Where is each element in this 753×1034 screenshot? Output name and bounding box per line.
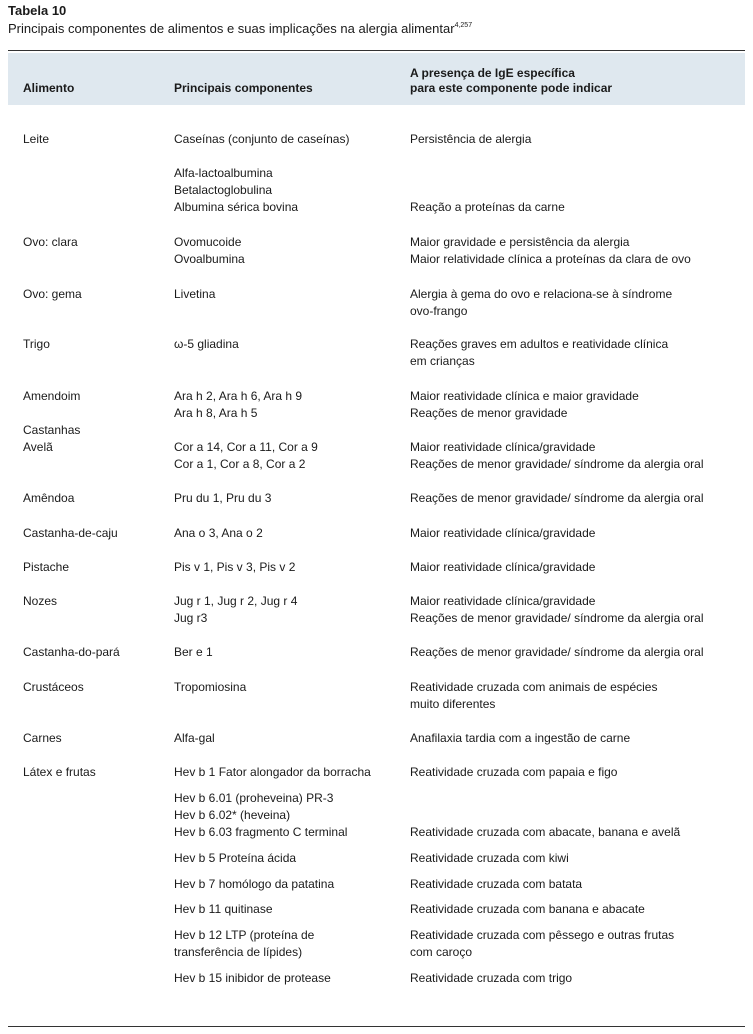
row-food-cell: Castanha-do-pará xyxy=(23,645,120,659)
caption-reference: 4,257 xyxy=(454,22,473,29)
row-component-cell: Caseínas (conjunto de caseínas) xyxy=(174,132,350,146)
row-food-cell: Carnes xyxy=(23,731,62,745)
header-components: Principais componentes xyxy=(174,81,313,95)
row-component-cell: Hev b 1 Fator alongador da borracha xyxy=(174,765,371,779)
row-implication-cell: Reatividade cruzada com animais de espécies muito diferentes xyxy=(410,680,658,711)
row-implication-cell: Maior reatividade clínica/gravidade Reações de menor gravidade/ síndrome da alergia oral xyxy=(410,594,704,625)
row-component-cell: Pru du 1, Pru du 3 xyxy=(174,491,272,505)
row-component-cell: Ara h 2, Ara h 6, Ara h 9 Ara h 8, Ara h 5 xyxy=(174,389,303,420)
row-food-cell: Amendoim xyxy=(23,389,81,403)
row-implication-cell: Maior reatividade clínica/gravidade Reações de menor gravidade/ síndrome da alergia oral xyxy=(410,440,704,471)
row-implication-cell: Reação a proteínas da carne xyxy=(410,200,565,214)
row-component-cell: Hev b 12 LTP (proteína de transferência de lípides) xyxy=(174,928,315,959)
row-food-cell: Castanha-de-caju xyxy=(23,526,118,540)
row-component-cell: Jug r 1, Jug r 2, Jug r 4 Jug r3 xyxy=(174,594,298,625)
row-implication-cell: Persistência de alergia xyxy=(410,132,532,146)
row-component-cell: Hev b 5 Proteína ácida xyxy=(174,851,297,865)
row-food-cell: Nozes xyxy=(23,594,58,608)
row-implication-cell: Maior reatividade clínica/gravidade xyxy=(410,526,596,540)
row-implication-cell: Maior reatividade clínica e maior gravidade Reações de menor gravidade xyxy=(410,389,639,420)
row-component-cell: Pis v 1, Pis v 3, Pis v 2 xyxy=(174,560,296,574)
row-component-cell: Hev b 15 inibidor de protease xyxy=(174,971,331,985)
row-food-cell: Crustáceos xyxy=(23,680,84,694)
row-implication-cell: Reatividade cruzada com kiwi xyxy=(410,851,569,865)
row-food-cell: Trigo xyxy=(23,337,50,351)
table-caption xyxy=(8,21,472,36)
row-component-cell: Ovomucoide Ovoalbumina xyxy=(174,235,245,266)
row-component-cell: Alfa-gal xyxy=(174,731,215,745)
top-rule xyxy=(8,50,745,51)
row-food-cell: Ovo: gema xyxy=(23,287,82,301)
header-food: Alimento xyxy=(23,81,75,95)
row-implication-cell: Reatividade cruzada com abacate, banana e avelã xyxy=(410,825,681,839)
table-header xyxy=(8,53,745,105)
row-food-cell: Castanhas Avelã xyxy=(23,423,81,454)
row-implication-cell: Reatividade cruzada com banana e abacate xyxy=(410,902,645,916)
row-implication-cell: Maior gravidade e persistência da alergia Maior relatividade clínica a proteínas da clara de ovo xyxy=(410,235,691,266)
row-implication-cell: Reatividade cruzada com batata xyxy=(410,877,583,891)
row-implication-cell: Anafilaxia tardia com a ingestão de carne xyxy=(410,731,631,745)
row-component-cell: Alfa-lactoalbumina Betalactoglobulina Albumina sérica bovina xyxy=(174,166,299,214)
row-implication-cell: Reatividade cruzada com pêssego e outras frutas com caroço xyxy=(410,928,675,959)
row-food-cell: Amêndoa xyxy=(23,491,75,505)
row-implication-cell: Reações graves em adultos e reatividade clínica em crianças xyxy=(410,337,669,368)
row-component-cell: Ana o 3, Ana o 2 xyxy=(174,526,263,540)
row-implication-cell: Maior reatividade clínica/gravidade xyxy=(410,560,596,574)
row-implication-cell: Reatividade cruzada com trigo xyxy=(410,971,573,985)
bottom-rule xyxy=(8,1026,745,1027)
row-food-cell: Leite xyxy=(23,132,50,146)
row-component-cell: Hev b 6.01 (proheveina) PR-3 Hev b 6.02* (heveina) Hev b 6.03 fragmento C terminal xyxy=(174,791,348,839)
row-component-cell: Livetina xyxy=(174,287,216,301)
row-component-cell: Tropomiosina xyxy=(174,680,247,694)
row-implication-cell: Alergia à gema do ovo e relaciona-se à síndrome ovo-frango xyxy=(410,287,673,318)
row-component-cell: Ber e 1 xyxy=(174,645,213,659)
row-implication-cell: Reações de menor gravidade/ síndrome da alergia oral xyxy=(410,491,704,505)
row-component-cell: Cor a 14, Cor a 11, Cor a 9 Cor a 1, Cor a 8, Cor a 2 xyxy=(174,440,318,471)
header-implication: A presença de IgE específica para este componente pode indicar xyxy=(410,66,613,95)
row-food-cell: Látex e frutas xyxy=(23,765,96,779)
row-implication-cell: Reações de menor gravidade/ síndrome da alergia oral xyxy=(410,645,704,659)
row-food-cell: Pistache xyxy=(23,560,70,574)
row-food-cell: Ovo: clara xyxy=(23,235,78,249)
row-component-cell: Hev b 11 quitinase xyxy=(174,902,273,916)
row-implication-cell: Reatividade cruzada com papaia e figo xyxy=(410,765,618,779)
row-component-cell: Hev b 7 homólogo da patatina xyxy=(174,877,335,891)
caption-text: Principais componentes de alimentos e suas implicações na alergia alimentar xyxy=(8,21,455,36)
row-component-cell: ω-5 gliadina xyxy=(174,337,239,351)
table-title: Tabela 10 xyxy=(8,3,67,18)
